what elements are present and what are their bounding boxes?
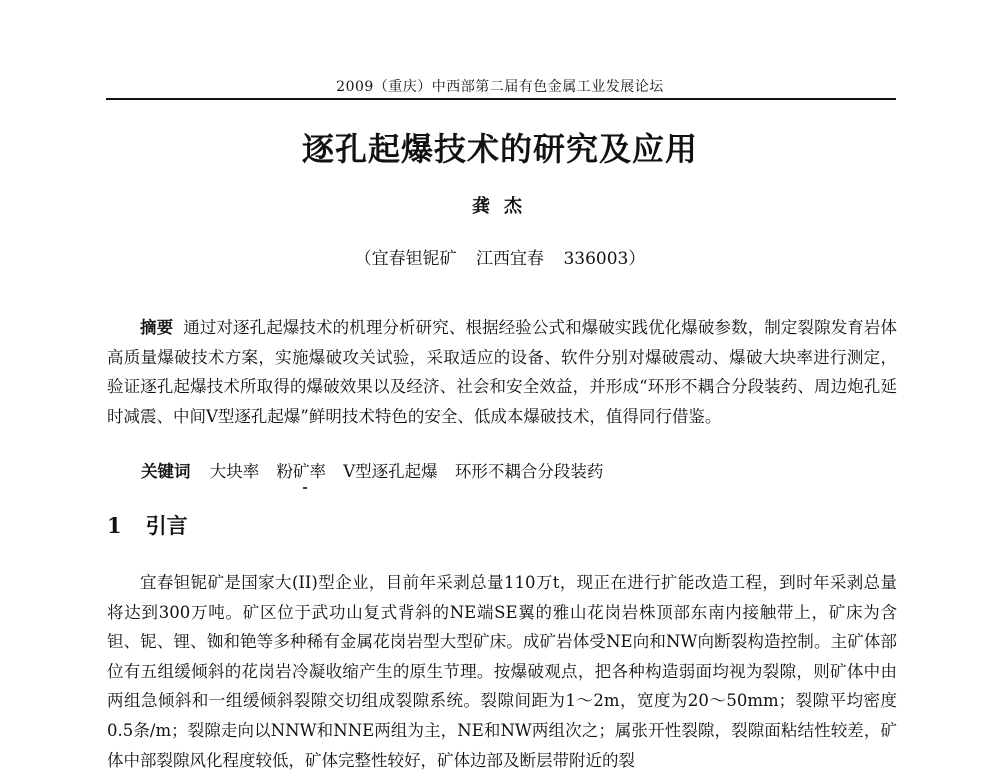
paper-title: 逐孔起爆技术的研究及应用 xyxy=(301,130,698,168)
affiliation xyxy=(0,244,1000,269)
intro-paragraph: 宜春钽铌矿是国家大(II)型企业，目前年采剥总量110万t，现正在进行扩能改造工程，到时年采剥总量将达到300万吨。矿区位于武功山复式背斜的NE端SE翼的雅山花岗岩株顶部东南内接触带上，矿床为含钽、铌、锂、铷和铯等多种稀有金属花岗岩型大型矿床。成矿岩体受NE向和NW向断裂构造控制。主矿体部位有五组缓倾斜的花岗岩冷凝收缩产生的原生节理。按爆破观点，把各种构造弱面均视为裂隙，则矿体中由两组急倾斜和一组缓倾斜裂隙交切组成裂隙系统。裂隙间距为1～2m，宽度为20～50mm；裂隙平均密度0.5条/m；裂隙走向以NNW和NNE两组为主，NE和NW两组次之；属张开性裂隙，裂隙面粘结性较差，矿体中部裂隙风化程度较低，矿体完整性较好，矿体边部及断层带附近的裂 xyxy=(107,573,897,770)
keyword-item: 大块率 xyxy=(209,462,260,481)
abstract-label: 摘要 xyxy=(140,318,174,337)
section-number: 1 xyxy=(107,513,122,538)
keywords xyxy=(141,458,615,482)
abstract xyxy=(107,313,897,431)
header-rule xyxy=(106,98,896,100)
section-heading xyxy=(107,510,188,540)
abstract-text: 通过对逐孔起爆技术的机理分析研究、根据经验公式和爆破实践优化爆破参数，制定裂隙发育岩体高质量爆破技术方案，实施爆破攻关试验，采取适应的设备、软件分别对爆破震动、爆破大块率进行测定，验证逐孔起爆技术所取得的爆破效果以及经济、社会和安全效益，并形成“环形不耦合分段装药、周边炮孔延时减震、中间V型逐孔起爆”鲜明技术特色的安全、低成本爆破技术，值得同行借鉴。 xyxy=(107,318,898,426)
keywords-label: 关键词 xyxy=(141,462,191,481)
keyword-item: V型逐孔起爆 xyxy=(343,462,438,481)
keyword-item: 粉矿率 xyxy=(276,462,326,481)
affiliation-city: 江西宜春 xyxy=(476,249,545,269)
section-title: 引言 xyxy=(145,513,188,538)
affiliation-org: （宜春钽铌矿 xyxy=(354,249,457,269)
running-header: 2009（重庆）中西部第二届有色金属工业发展论坛 xyxy=(336,79,664,95)
scan-speck xyxy=(303,487,307,489)
affiliation-postcode: 336003） xyxy=(563,249,646,269)
author-name: 龚杰 xyxy=(472,196,536,217)
keyword-item: 环形不耦合分段装药 xyxy=(454,462,604,481)
